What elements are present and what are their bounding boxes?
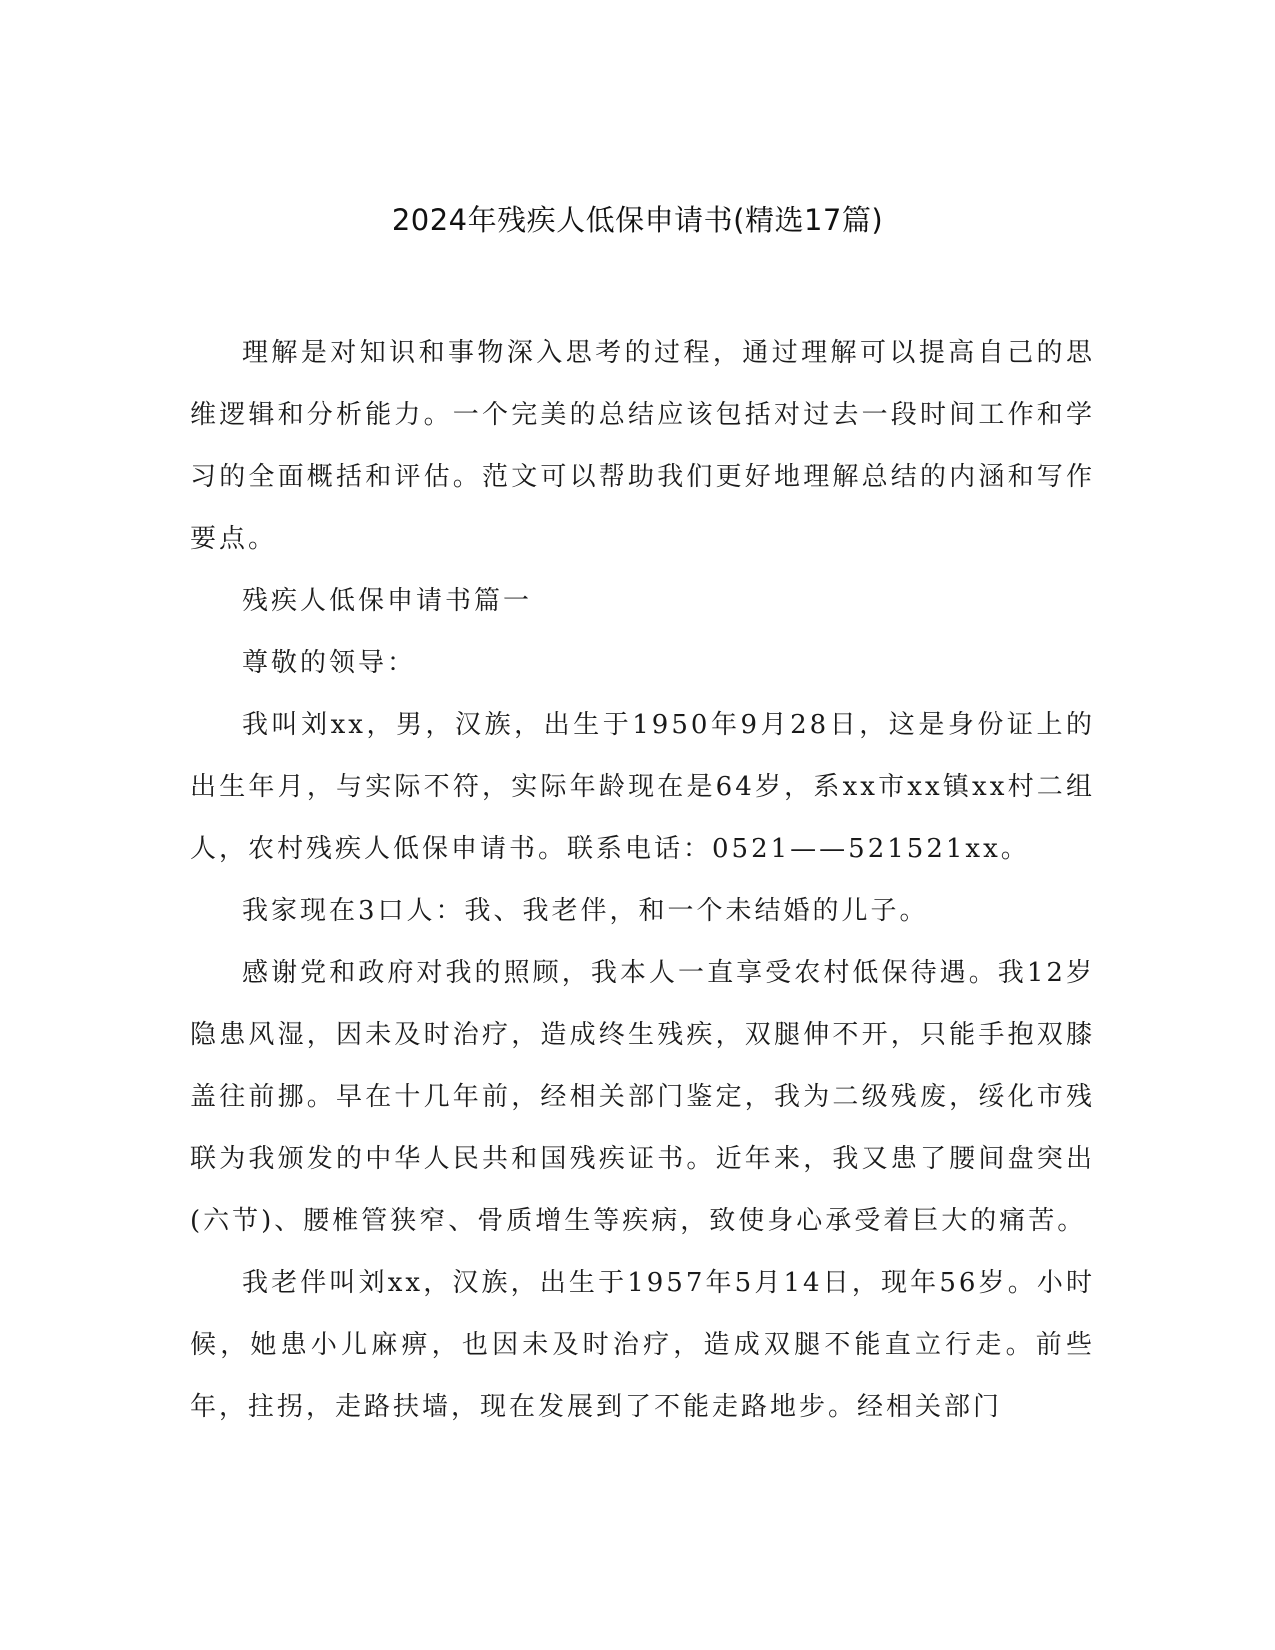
salutation: 尊敬的领导： — [242, 648, 417, 678]
body-paragraph: 我老伴叫刘xx，汉族，出生于1957年5月14日，现年56岁。小时候，她患小儿麻痹，也因未及时治疗，造成双腿不能直立行走。前些年，拄拐，走路扶墙，现在发展到了不能走路地步。经相关部门 — [190, 1268, 1095, 1422]
intro-paragraph: 理解是对知识和事物深入思考的过程，通过理解可以提高自己的思维逻辑和分析能力。一个完美的总结应该包括对过去一段时间工作和学习的全面概括和评估。范文可以帮助我们更好地理解总结的内涵和写作要点。 — [190, 338, 1095, 554]
section-heading: 残疾人低保申请书篇一 — [242, 586, 533, 616]
body-paragraph: 我叫刘xx，男，汉族，出生于1950年9月28日，这是身份证上的出生年月，与实际不符，实际年龄现在是64岁，系xx市xx镇xx村二组人，农村残疾人低保申请书。联系电话：0521——521521xx。 — [190, 710, 1095, 864]
document-title: 2024年残疾人低保申请书(精选17篇) — [391, 203, 884, 237]
document-body — [190, 322, 1095, 1438]
body-paragraph: 我家现在3口人：我、我老伴，和一个未结婚的儿子。 — [242, 896, 929, 926]
body-paragraph: 感谢党和政府对我的照顾，我本人一直享受农村低保待遇。我12岁隐患风湿，因未及时治疗，造成终生残疾，双腿伸不开，只能手抱双膝盖往前挪。早在十几年前，经相关部门鉴定，我为二级残废，绥化市残联为我颁发的中华人民共和国残疾证书。近年来，我又患了腰间盘突出(六节)、腰椎管狭窄、骨质增生等疾病，致使身心承受着巨大的痛苦。 — [190, 958, 1095, 1236]
